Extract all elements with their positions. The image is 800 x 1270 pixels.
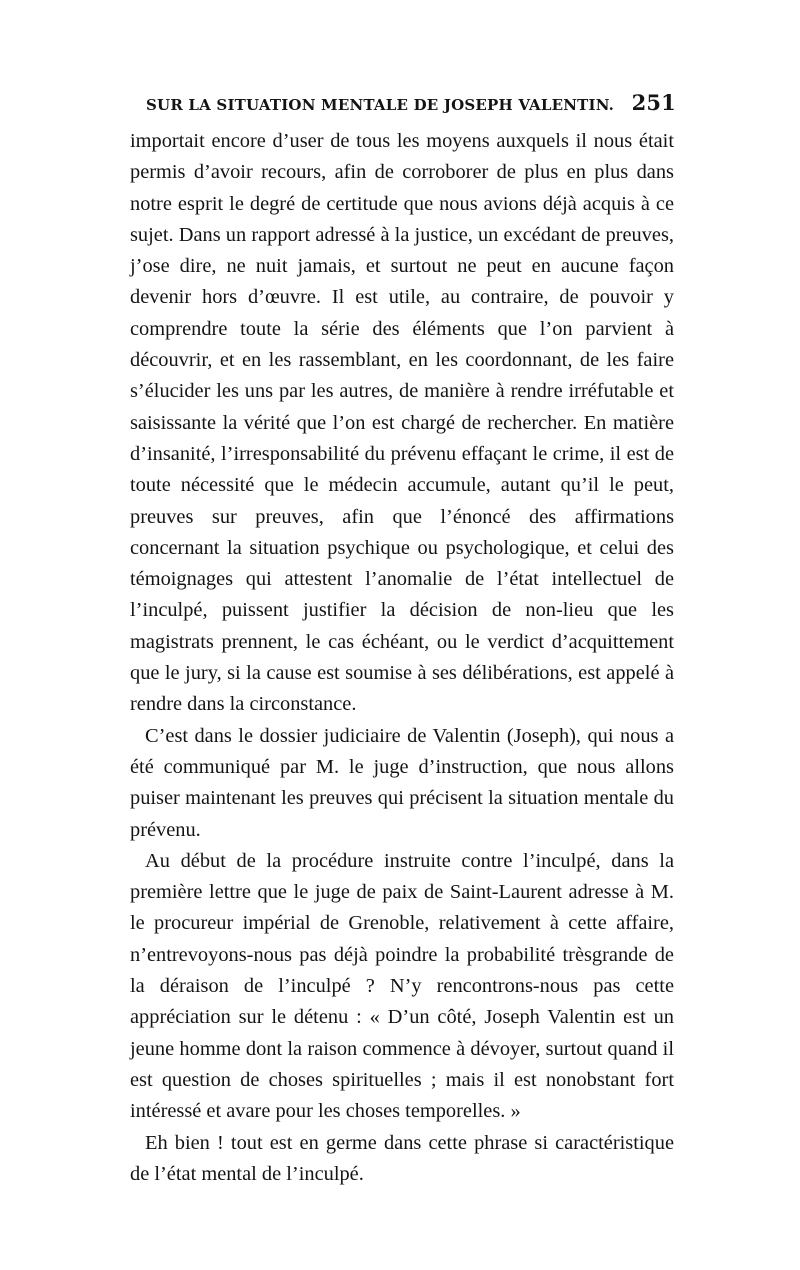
paragraph-continued: importait encore d’user de tous les moyens auxquels il nous était permis d’avoir recours, afin de corroborer de plus en plus dans notre esprit le degré de certitude que nous avions déjà acquis à ce sujet. Dans un rapport adressé à la justice, un excédant de preuves, j’ose dire, ne nuit jamais, et surtout ne peut en aucune façon devenir hors d’œuvre. Il est utile, au contraire, de pouvoir y comprendre toute la série des éléments que l’on parvient à découvrir, et en les rassemblant, en les coordonnant, de les faire s’élucider les uns par les autres, de manière à rendre irréfutable et saisissante la vérité que l’on est chargé de rechercher. En matière d’insanité, l’irresponsabilité du prévenu effaçant le crime, il est de toute nécessité que le médecin accumule, autant qu’il le peut, preuves sur preuves, afin que l’énoncé des affirmations concernant la situation psychique ou psychologique, et celui des témoignages qui attestent l’anomalie de l’état intellectuel de l’inculpé, puissent justifier la décision de non-lieu que les magistrats prennent, le cas échéant, ou le verdict d’acquittement que le jury, si la cause est soumise à ses délibérations, est appelé à rendre dans la circonstance. — [130, 130, 674, 716]
running-head — [130, 90, 676, 122]
running-title: SUR LA SITUATION MENTALE DE JOSEPH VALENTIN. — [146, 96, 615, 114]
body-text — [130, 126, 674, 1190]
paragraph-procedure: Au début de la procédure instruite contre l’inculpé, dans la première lettre que le juge de paix de Saint-Laurent adresse à M. le procureur impérial de Grenoble, relativement à cette affaire, n’entrevoyons-nous pas déjà poindre la probabilité trèsgrande de la déraison de l’inculpé ? N’y rencontrons-nous pas cette appréciation sur le détenu : « D’un côté, Joseph Valentin est un jeune homme dont la raison commence à dévoyer, surtout quand il est question de choses spirituelles ; mais il est nonobstant fort intéressé et avare pour les choses temporelles. » — [130, 849, 674, 1123]
paragraph-dossier: C’est dans le dossier judiciaire de Valentin (Joseph), qui nous a été communiqué par M. le juge d’instruction, que nous allons puiser maintenant les preuves qui précisent la situation mentale du prévenu. — [130, 724, 674, 841]
paragraph-conclusion: Eh bien ! tout est en germe dans cette phrase si caractéristique de l’état mental de l’inculpé. — [130, 1131, 674, 1185]
page-number: 251 — [631, 90, 676, 115]
